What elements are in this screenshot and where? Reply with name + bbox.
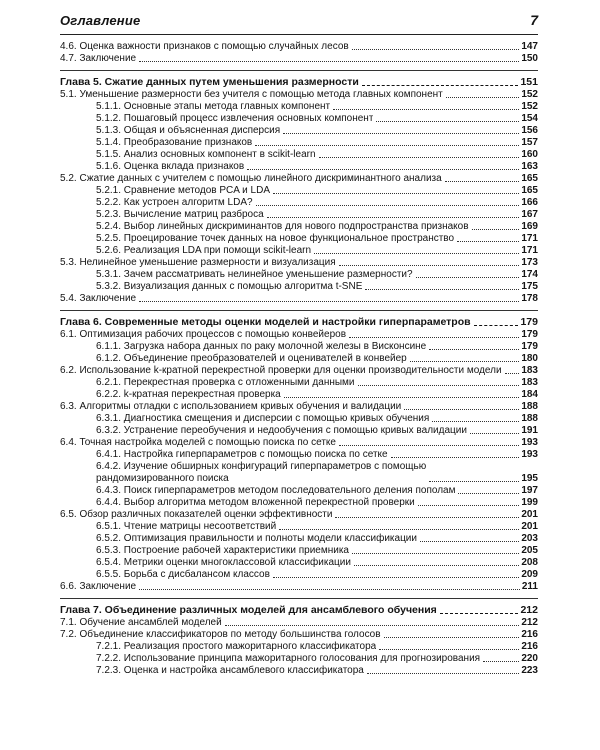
page-title: Оглавление (60, 13, 141, 28)
chapter-7-entries (60, 617, 538, 677)
leader-dots (418, 505, 520, 506)
chapter-title: Глава 6. Современные методы оценки моделей и настройки гиперпараметров (60, 316, 471, 328)
toc-entry-label: 6.2.2. k-кратная перекрестная проверка (96, 389, 281, 400)
leader-dots (404, 409, 519, 410)
toc-entry[interactable] (60, 413, 538, 425)
toc-entry-page: 174 (521, 269, 538, 280)
toc-entry[interactable] (60, 89, 538, 101)
toc-entry-label: 5.2.3. Вычисление матриц разброса (96, 209, 264, 220)
toc-entry-page: 167 (521, 209, 538, 220)
toc-entry[interactable] (60, 521, 538, 533)
toc-entry-page: 165 (521, 173, 538, 184)
toc-entry-label: 5.3.1. Зачем рассматривать нелинейное уменьшение размерности? (96, 269, 413, 280)
toc-entry[interactable] (60, 281, 538, 293)
toc-entry-page: 147 (521, 41, 538, 52)
leader-dots (365, 289, 519, 290)
toc-entry-page: 152 (521, 101, 538, 112)
toc-entry-page: 208 (521, 557, 538, 568)
toc-entry-label: 6.5.5. Борьба с дисбалансом классов (96, 569, 270, 580)
leader-dots (440, 613, 519, 614)
toc-entry-page: 193 (521, 437, 538, 448)
leader-dots (139, 589, 520, 590)
toc-entry[interactable] (60, 197, 538, 209)
leader-dots (247, 169, 519, 170)
leader-dots (335, 517, 519, 518)
toc-entry-page: 165 (521, 185, 538, 196)
toc-entry-page: 223 (521, 665, 538, 676)
toc-entry[interactable] (60, 293, 538, 305)
toc-entry[interactable] (60, 53, 538, 65)
toc-entry-page: 183 (521, 377, 538, 388)
toc-entry-page: 179 (521, 329, 538, 340)
page-header (60, 10, 538, 35)
toc-entry-label: 6.4. Точная настройка моделей с помощью поиска по сетке (60, 437, 336, 448)
toc-entry-label: 5.2.2. Как устроен алгоритм LDA? (96, 197, 253, 208)
chapter-6-entries-b (60, 485, 538, 593)
leader-dots (379, 649, 519, 650)
toc-entry-page: 188 (521, 401, 538, 412)
toc-entry[interactable] (60, 113, 538, 125)
toc-entry-label: 6.4.3. Поиск гиперпараметров методом последовательного деления пополам (96, 485, 456, 496)
chapter-5-entries (60, 89, 538, 305)
toc-entry-page: 178 (521, 293, 538, 304)
toc-entry[interactable] (60, 449, 538, 461)
toc-entry[interactable] (60, 329, 538, 341)
toc-entry-page: 171 (521, 245, 538, 256)
toc-entry-label: 6.3.2. Устранение переобучения и недообучения с помощью кривых валидации (96, 425, 467, 436)
toc-entry-label: 6.3. Алгоритмы отладки с использованием кривых обучения и валидации (60, 401, 402, 412)
leader-dots (410, 361, 520, 362)
toc-entry[interactable] (60, 185, 538, 197)
toc-entry-page: 157 (521, 137, 538, 148)
toc-entry-page: 199 (521, 497, 538, 508)
toc-entry-page: 197 (521, 485, 538, 496)
leader-dots (362, 85, 519, 86)
toc-entry[interactable] (60, 377, 538, 389)
leader-dots (283, 133, 519, 134)
toc-entry[interactable] (60, 437, 538, 449)
toc-entry-label: 6.5.1. Чтение матрицы несоответствий (96, 521, 277, 532)
toc-entry-page: 203 (521, 533, 538, 544)
leader-dots (416, 277, 520, 278)
toc-entry[interactable] (60, 557, 538, 569)
toc-entry-page: 175 (521, 281, 538, 292)
toc-entry[interactable] (60, 665, 538, 677)
toc-entry[interactable] (60, 581, 538, 593)
toc-entry[interactable] (60, 341, 538, 353)
chapter-divider (60, 310, 538, 311)
leader-dots (267, 217, 520, 218)
toc-entry-label: 6.5. Обзор различных показателей оценки эффективности (60, 509, 333, 520)
toc-entry[interactable] (60, 653, 538, 665)
leader-dots (273, 577, 519, 578)
leader-dots (483, 661, 519, 662)
leader-dots (457, 241, 519, 242)
leader-dots (319, 157, 520, 158)
toc-entry-label: 6.5.3. Построение рабочей характеристики приемника (96, 545, 349, 556)
toc-entry[interactable] (60, 533, 538, 545)
toc-entry-label: 5.2. Сжатие данных с учителем с помощью линейного дискриминантного анализа (60, 173, 442, 184)
toc-entry-label: 5.1.5. Анализ основных компонент в scikit-learn (96, 149, 316, 160)
chapter-title: Глава 5. Сжатие данных путем уменьшения размерности (60, 76, 359, 88)
toc-entry[interactable] (60, 269, 538, 281)
toc-entry-page: 191 (521, 425, 538, 436)
toc-entry-label: 5.2.5. Проецирование точек данных на новое функциональное пространство (96, 233, 455, 244)
toc-entry-label: 6.2. Использование k-кратной перекрестной проверки для оценки производительности модели (60, 365, 502, 376)
chapter-divider (60, 70, 538, 71)
toc-entry-page: 179 (521, 341, 538, 352)
chapter-divider (60, 598, 538, 599)
leader-dots (367, 673, 519, 674)
toc-entry[interactable] (60, 101, 538, 113)
toc-entry[interactable] (60, 257, 538, 269)
toc-entry-page: 184 (521, 389, 538, 400)
toc-entry-page: 220 (521, 653, 538, 664)
table-of-contents (60, 41, 538, 677)
toc-entry-label: 6.1.2. Объединение преобразователей и оценивателей в конвейер (96, 353, 407, 364)
leader-dots (339, 445, 519, 446)
toc-entry-label (96, 461, 426, 485)
leader-dots (376, 121, 519, 122)
toc-entry-label: 5.3. Нелинейное уменьшение размерности и визуализация (60, 257, 336, 268)
toc-entry[interactable] (60, 137, 538, 149)
toc-entry[interactable] (60, 425, 538, 437)
toc-entry[interactable] (60, 173, 538, 185)
leader-dots (284, 397, 520, 398)
toc-entry-page: 205 (521, 545, 538, 556)
leader-dots (470, 433, 519, 434)
leader-dots (352, 49, 520, 50)
chapter-page: 151 (520, 76, 538, 88)
toc-entry[interactable] (60, 161, 538, 173)
toc-entry[interactable] (60, 569, 538, 581)
toc-entry-label: 5.2.4. Выбор линейных дискриминантов для нового подпространства признаков (96, 221, 469, 232)
toc-entry-label: 6.1. Оптимизация рабочих процессов с помощью конвейеров (60, 329, 347, 340)
toc-entry-label: 5.1.2. Пошаговый процесс извлечения основных компонент (96, 113, 374, 124)
leader-dots (429, 481, 519, 482)
toc-entry-label: 4.7. Заключение (60, 53, 137, 64)
toc-entry-page: 173 (521, 257, 538, 268)
leader-dots (333, 109, 519, 110)
leader-dots (139, 61, 519, 62)
toc-entry-page: 216 (521, 641, 538, 652)
leader-dots (391, 457, 520, 458)
toc-entry-page: 212 (521, 617, 538, 628)
toc-entry-label: 7.2.3. Оценка и настройка ансамблевого классификатора (96, 665, 364, 676)
toc-entry[interactable] (60, 545, 538, 557)
toc-entry-multiline[interactable] (60, 461, 538, 485)
toc-entry-page: 193 (521, 449, 538, 460)
leader-dots (255, 145, 519, 146)
toc-entry-label: 5.2.1. Сравнение методов PCA и LDA (96, 185, 270, 196)
toc-entry-page: 169 (521, 221, 538, 232)
leader-dots (458, 493, 519, 494)
toc-top-section (60, 41, 538, 65)
toc-entry-page: 171 (521, 233, 538, 244)
toc-entry[interactable] (60, 221, 538, 233)
leader-dots (273, 193, 519, 194)
leader-dots (256, 205, 520, 206)
toc-entry[interactable] (60, 389, 538, 401)
toc-entry-page: 160 (521, 149, 538, 160)
leader-dots (474, 325, 519, 326)
toc-entry[interactable] (60, 209, 538, 221)
toc-entry-page: 195 (521, 473, 538, 484)
leader-dots (225, 625, 520, 626)
toc-entry-label-line2: рандомизированного поиска (96, 473, 229, 484)
toc-entry-label: 7.2.2. Использование принципа мажоритарного голосования для прогнозирования (96, 653, 481, 664)
toc-entry-page: 166 (521, 197, 538, 208)
leader-dots (358, 385, 520, 386)
toc-entry-label: 5.1.6. Оценка вклада признаков (96, 161, 245, 172)
leader-dots (432, 421, 519, 422)
toc-entry[interactable] (60, 497, 538, 509)
leader-dots (139, 301, 519, 302)
toc-entry-label: 6.1.1. Загрузка набора данных по раку молочной железы в Висконсине (96, 341, 427, 352)
toc-entry[interactable] (60, 125, 538, 137)
toc-entry-page: 180 (521, 353, 538, 364)
toc-entry-label: 5.1.1. Основные этапы метода главных компонент (96, 101, 331, 112)
toc-entry[interactable] (60, 485, 538, 497)
toc-entry-label: 7.2. Объединение классификаторов по методу большинства голосов (60, 629, 381, 640)
chapter-6-heading[interactable] (60, 315, 538, 329)
toc-entry-page: 201 (521, 521, 538, 532)
toc-entry-page: 216 (521, 629, 538, 640)
leader-dots (354, 565, 519, 566)
toc-entry-label: 7.1. Обучение ансамблей моделей (60, 617, 222, 628)
page-number: 7 (530, 12, 538, 28)
toc-entry-label: 5.1.4. Преобразование признаков (96, 137, 253, 148)
toc-entry-label: 6.2.1. Перекрестная проверка с отложенными данными (96, 377, 355, 388)
toc-entry-label: 6.4.4. Выбор алгоритма методом вложенной перекрестной проверки (96, 497, 415, 508)
chapter-5-heading[interactable] (60, 75, 538, 89)
toc-entry-page: 188 (521, 413, 538, 424)
toc-entry[interactable] (60, 149, 538, 161)
toc-entry-page: 152 (521, 89, 538, 100)
leader-dots (429, 349, 519, 350)
chapter-page: 179 (520, 316, 538, 328)
toc-entry[interactable] (60, 233, 538, 245)
toc-entry-label: 6.4.1. Настройка гиперпараметров с помощью поиска по сетке (96, 449, 388, 460)
leader-dots (339, 265, 520, 266)
toc-entry-label: 6.5.4. Метрики оценки многоклассовой классификации (96, 557, 351, 568)
toc-entry-label: 6.5.2. Оптимизация правильности и полноты модели классификации (96, 533, 417, 544)
toc-entry[interactable] (60, 245, 538, 257)
toc-entry-page: 209 (521, 569, 538, 580)
toc-entry[interactable] (60, 641, 538, 653)
toc-entry[interactable] (60, 41, 538, 53)
leader-dots (472, 229, 520, 230)
toc-entry[interactable] (60, 365, 538, 377)
toc-entry[interactable] (60, 629, 538, 641)
leader-dots (314, 253, 519, 254)
toc-entry-label: 5.3.2. Визуализация данных с помощью алгоритма t-SNE (96, 281, 363, 292)
toc-entry[interactable] (60, 617, 538, 629)
leader-dots (349, 337, 519, 338)
toc-entry-label: 6.6. Заключение (60, 581, 137, 592)
toc-entry-page: 163 (521, 161, 538, 172)
toc-entry[interactable] (60, 401, 538, 413)
toc-entry-page: 211 (521, 581, 538, 592)
toc-entry-label: 6.3.1. Диагностика смещения и дисперсии с помощью кривых обучения (96, 413, 430, 424)
toc-entry-page: 156 (521, 125, 538, 136)
toc-entry-label: 5.1.3. Общая и объясненная дисперсия (96, 125, 281, 136)
toc-entry-page: 183 (521, 365, 538, 376)
toc-entry-label: 4.6. Оценка важности признаков с помощью случайных лесов (60, 41, 349, 52)
toc-entry-page: 150 (521, 53, 538, 64)
leader-dots (279, 529, 519, 530)
chapter-title: Глава 7. Объединение различных моделей для ансамблевого обучения (60, 604, 437, 616)
leader-dots (384, 637, 520, 638)
toc-entry-label-line1: 6.4.2. Изучение обширных конфигураций гиперпараметров с помощью (96, 461, 427, 472)
leader-dots (445, 181, 520, 182)
leader-dots (505, 373, 520, 374)
toc-entry[interactable] (60, 353, 538, 365)
chapter-6-entries-a (60, 329, 538, 461)
toc-entry-label: 5.4. Заключение (60, 293, 137, 304)
chapter-page: 212 (520, 604, 538, 616)
toc-entry-page: 201 (521, 509, 538, 520)
toc-entry-label: 5.1. Уменьшение размерности без учителя с помощью метода главных компонент (60, 89, 443, 100)
leader-dots (446, 97, 520, 98)
toc-entry-page: 154 (521, 113, 538, 124)
toc-entry-label: 7.2.1. Реализация простого мажоритарного классификатора (96, 641, 377, 652)
chapter-7-heading[interactable] (60, 603, 538, 617)
leader-dots (352, 553, 519, 554)
leader-dots (420, 541, 519, 542)
toc-entry[interactable] (60, 509, 538, 521)
toc-entry-label: 5.2.6. Реализация LDA при помощи scikit-learn (96, 245, 312, 256)
